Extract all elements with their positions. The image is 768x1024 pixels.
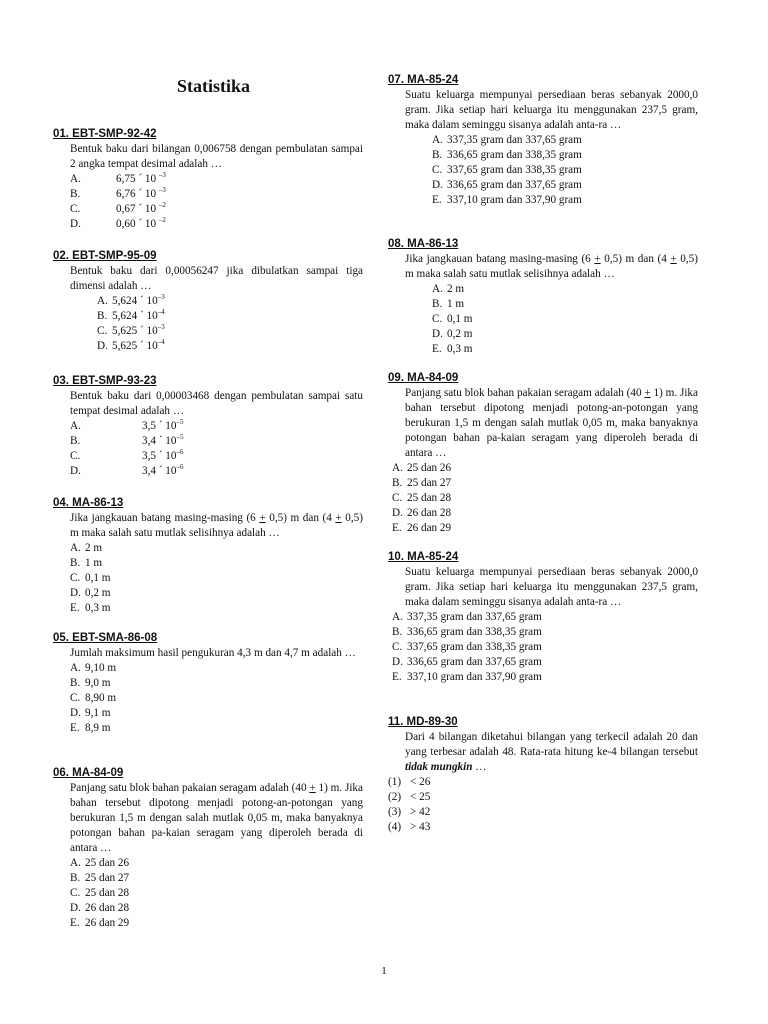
- option-e: E. 337,10 gram dan 337,90 gram: [392, 671, 542, 683]
- question-stem: Bentuk baku dari bilangan 0,006758 dengan pembulatan sampai 2 angka tempat desimal adalah …: [70, 143, 363, 170]
- option-list: [432, 282, 698, 357]
- option-1: (1) < 26: [388, 776, 431, 788]
- question-stem: Panjang satu blok bahan pakaian seragam adalah (40 + 1) m. Jika bahan tersebut dipotong menjadi potong-an-potongan yang berukuran 1,5 m dengan salah mutlak 0,05 m, maka banyaknya potongan bahan pa-kaian seragam yang diperoleh berada di antara …: [70, 782, 363, 854]
- option-list: [70, 661, 363, 736]
- option-b: B. 25 dan 27: [70, 872, 130, 884]
- option-b: B. 1 m: [70, 557, 103, 569]
- option-3: (3) > 42: [388, 806, 431, 818]
- question-08: [388, 237, 698, 357]
- option-b: B. 3,4 ´ $10^{-5}$: [70, 433, 184, 447]
- option-e: E. 26 dan 29: [392, 522, 452, 534]
- option-2: (2) < 25: [388, 791, 431, 803]
- option-a: A. 337,35 gram dan 337,65 gram: [392, 611, 542, 623]
- question-id: 06. MA-84-09: [53, 767, 124, 779]
- question-02: [53, 249, 363, 354]
- option-c: C. 337,65 gram dan 338,35 gram: [432, 164, 582, 176]
- question-id: 08. MA-86-13: [388, 238, 459, 250]
- option-c: C. 0,1 m: [70, 572, 111, 584]
- option-d: D. 0,2 m: [70, 587, 111, 599]
- option-e: E. 26 dan 29: [70, 917, 130, 929]
- question-stem: Bentuk baku dari 0,00056247 jika dibulatkan sampai tiga dimensi adalah …: [70, 265, 363, 292]
- question-01: [53, 127, 363, 232]
- page-number: 1: [381, 965, 387, 977]
- option-b: B. 9,0 m: [70, 677, 111, 689]
- option-e: E. 8,9 m: [70, 722, 111, 734]
- question-06: [53, 766, 363, 931]
- question-stem: Bentuk baku dari 0,00003468 dengan pembulatan sampai satu tempat desimal adalah …: [70, 390, 363, 417]
- question-stem: Suatu keluarga mempunyai persediaan beras sebanyak 2000,0 gram. Jika setiap hari keluarga itu menggunakan 237,5 gram, maka dalam seminggu sisanya adalah anta-ra …: [405, 89, 698, 131]
- question-05: [53, 631, 363, 736]
- question-id: 05. EBT-SMA-86-08: [53, 632, 158, 644]
- option-b: B. 336,65 gram dan 338,35 gram: [392, 626, 542, 638]
- page-title: Statistika: [177, 76, 251, 96]
- question-03: [53, 374, 363, 479]
- option-d: D. 0,60 ´ 10 $^{-2}$: [70, 216, 166, 230]
- option-d: D. 336,65 gram dan 337,65 gram: [392, 656, 542, 668]
- option-d: D. 9,1 m: [70, 707, 111, 719]
- option-d: D. 0,2 m: [432, 328, 473, 340]
- option-a: A. 25 dan 26: [70, 857, 130, 869]
- question-11: [388, 715, 698, 835]
- option-e: E. 337,10 gram dan 337,90 gram: [432, 194, 582, 206]
- question-stem: Suatu keluarga mempunyai persediaan beras sebanyak 2000,0 gram. Jika setiap hari keluarga itu menggunakan 237,5 gram, maka dalam seminggu sisanya adalah anta-ra …: [405, 566, 698, 608]
- option-a: A. 2 m: [70, 542, 103, 554]
- option-c: C. 25 dan 28: [70, 887, 130, 899]
- option-d: D. 5,625 ´ $10^{-4}$: [97, 338, 165, 352]
- question-stem: Jumlah maksimum hasil pengukuran 4,3 m dan 4,7 m adalah …: [70, 647, 356, 659]
- option-e: E. 0,3 m: [432, 343, 473, 355]
- option-list: [388, 775, 698, 835]
- option-d: D. 3,4 ´ $10^{-6}$: [70, 463, 184, 477]
- option-list: [70, 856, 363, 931]
- question-stem: Dari 4 bilangan diketahui bilangan yang terkecil adalah 20 dan yang terbesar adalah 48. Rata-rata hitung ke-4 bilangan tersebut tidak mungkin …: [405, 731, 698, 773]
- option-c: C. 3,5 ´ $10^{-6}$: [70, 448, 184, 462]
- option-c: C. 0,1 m: [432, 313, 473, 325]
- option-list: [392, 461, 698, 536]
- option-c: C. 0,67 ´ 10 $^{-2}$: [70, 201, 166, 215]
- question-id: 03. EBT-SMP-93-23: [53, 375, 157, 387]
- option-d: D. 26 dan 28: [70, 902, 130, 914]
- question-stem: Panjang satu blok bahan pakaian seragam adalah (40 + 1) m. Jika bahan tersebut dipotong menjadi potong-an-potongan yang berukuran 1,5 m dengan salah mutlak 0,05 m, maka banyaknya potongan bahan pa-kaian seragam yang diperoleh berada di antara …: [405, 387, 698, 459]
- option-d: D. 336,65 gram dan 337,65 gram: [432, 179, 582, 191]
- option-d: D. 26 dan 28: [392, 507, 452, 519]
- option-a: A. 6,75 ´ 10 $^{-3}$: [70, 171, 166, 185]
- question-stem: Jika jangkauan batang masing-masing (6 + 0,5) m dan (4 + 0,5) m maka salah satu mutlak selisihnya adalah …: [405, 253, 698, 280]
- option-a: A. 2 m: [432, 283, 465, 295]
- option-a: A. 25 dan 26: [392, 462, 452, 474]
- option-e: E. 0,3 m: [70, 602, 111, 614]
- question-id: 02. EBT-SMP-95-09: [53, 250, 157, 262]
- option-list: [392, 610, 698, 685]
- option-c: C. 5,625 ´ $10^{-3}$: [97, 323, 165, 337]
- option-list: [97, 294, 363, 354]
- option-4: (4) > 43: [388, 821, 431, 833]
- option-a: A. 5,624 ´ $10^{-3}$: [97, 293, 165, 307]
- option-c: C. 8,90 m: [70, 692, 117, 704]
- option-list: [70, 419, 363, 479]
- question-10: [388, 550, 698, 685]
- option-list: [70, 172, 363, 232]
- option-a: A. 9,10 m: [70, 662, 117, 674]
- question-id: 10. MA-85-24: [388, 551, 459, 563]
- option-c: C. 337,65 gram dan 338,35 gram: [392, 641, 542, 653]
- option-list: [432, 133, 698, 208]
- question-04: [53, 496, 363, 616]
- option-a: A. 337,35 gram dan 337,65 gram: [432, 134, 582, 146]
- question-id: 11. MD-89-30: [388, 716, 458, 728]
- option-b: B. 6,76 ´ 10 $^{-3}$: [70, 186, 166, 200]
- option-b: B. 1 m: [432, 298, 465, 310]
- question-09: [388, 371, 698, 536]
- question-stem: Jika jangkauan batang masing-masing (6 + 0,5) m dan (4 + 0,5) m maka salah satu mutlak selisihnya adalah …: [70, 512, 363, 539]
- option-b: B. 336,65 gram dan 338,35 gram: [432, 149, 582, 161]
- option-list: [70, 541, 363, 616]
- question-id: 09. MA-84-09: [388, 372, 459, 384]
- option-b: B. 25 dan 27: [392, 477, 452, 489]
- question-id: 04. MA-86-13: [53, 497, 124, 509]
- question-07: [388, 73, 698, 208]
- question-id: 07. MA-85-24: [388, 74, 459, 86]
- question-id: 01. EBT-SMP-92-42: [53, 128, 157, 140]
- option-a: A. 3,5 ´ $10^{-5}$: [70, 418, 184, 432]
- option-b: B. 5,624 ´ $10^{-4}$: [97, 308, 165, 322]
- option-c: C. 25 dan 28: [392, 492, 452, 504]
